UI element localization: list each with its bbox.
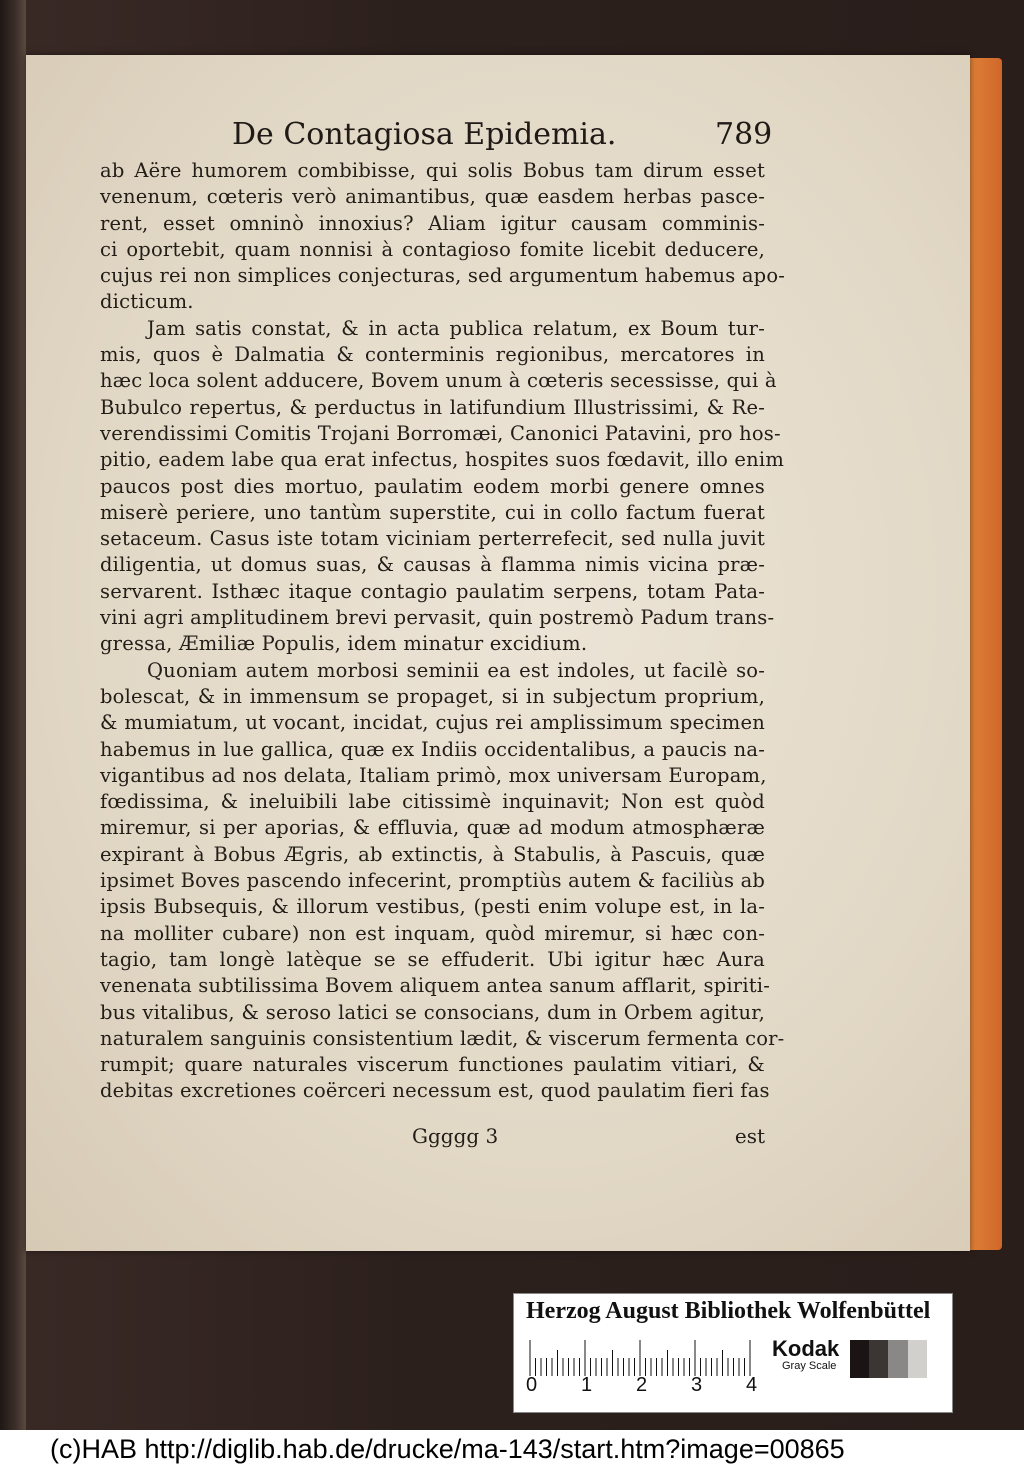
text-line: miserè periere, uno tantùm superstite, cui in collo factum fuerat <box>100 500 765 524</box>
text-line: vigantibus ad nos delata, Italiam primò, mox universam Europam, <box>100 763 767 787</box>
text-line: rent, esset omninò innoxius? Aliam igitur causam comminis- <box>100 211 765 235</box>
text-line: pitio, eadem labe qua erat infectus, hospites suos fœdavit, illo enim <box>100 448 785 472</box>
text-line: ci oportebit, quam nonnisi à contagioso fomite licebit deducere, <box>100 237 765 261</box>
gray-scale-caption: Gray Scale <box>782 1360 837 1372</box>
text-line: gressa, Æmiliæ Populis, idem minatur excidium. <box>100 632 588 656</box>
kodak-logo: Kodak <box>772 1336 840 1361</box>
ruler-number: 3 <box>691 1374 703 1396</box>
gray-swatch <box>908 1340 927 1378</box>
page-number: 789 <box>715 117 773 152</box>
text-line: verendissimi Comitis Trojani Borromæi, Canonici Patavini, pro hos- <box>100 421 781 445</box>
text-line: vini agri amplitudinem brevi pervasit, quin postremò Padum trans- <box>100 606 775 630</box>
text-line: mis, quos è Dalmatia & conterminis regionibus, mercatores in <box>100 343 765 367</box>
text-line: bolescat, & in immensum se propaget, si in subjectum proprium, <box>100 684 765 708</box>
text-line: ipsimet Boves pascendo infecerint, promptiùs autem & faciliùs ab <box>100 869 766 893</box>
source-url: (c)HAB http://diglib.hab.de/drucke/ma-143/start.htm?image=00865 <box>50 1434 845 1464</box>
text-line: venenata subtilissima Bovem aliquem antea sanum afflarit, spiriti- <box>100 974 771 998</box>
ruler-number: 1 <box>581 1374 593 1396</box>
text-line: expirant à Bobus Ægris, ab extinctis, à Stabulis, à Pascuis, quæ <box>100 842 765 866</box>
text-line: na molliter cubare) non est inquam, quòd miremur, si hæc con- <box>100 921 765 945</box>
text-line: miremur, si per aporias, & effluvia, quæ ad modum atmosphæræ <box>100 816 765 840</box>
scale-ruler <box>526 1336 766 1376</box>
facing-page-edge <box>0 0 26 1430</box>
text-line: naturalem sanguinis consistentium lædit, & viscerum fermenta cor- <box>100 1026 785 1050</box>
text-line: rumpit; quare naturales viscerum functiones paulatim vitiari, & <box>100 1053 765 1077</box>
text-line: debitas excretiones coërceri necessum est, quod paulatim fieri fas <box>100 1079 770 1103</box>
gray-swatch <box>888 1340 907 1378</box>
text-line: bus vitalibus, & seroso latici se consocians, dum in Orbem agitur, <box>100 1000 765 1024</box>
text-line: dicticum. <box>100 290 194 314</box>
text-line: venenum, cœteris verò animantibus, quæ easdem herbas pasce- <box>100 185 765 209</box>
text-line: Jam satis constat, & in acta publica relatum, ex Boum tur- <box>147 316 765 340</box>
text-line: hæc loca solent adducere, Bovem unum à cœteris secessisse, qui à <box>100 369 777 393</box>
gray-swatch <box>850 1340 869 1378</box>
library-label <box>513 1293 953 1413</box>
ruler-numbers <box>522 1374 772 1400</box>
gray-scale-swatches <box>850 1340 946 1378</box>
ruler-number: 4 <box>746 1374 758 1396</box>
gray-swatch <box>927 1340 946 1378</box>
text-line: Quoniam autem morbosi seminii ea est indoles, ut facilè so- <box>147 658 765 682</box>
ruler-number: 0 <box>526 1374 538 1396</box>
text-line: paucos post dies mortuo, paulatim eodem morbi genere omnes <box>100 474 765 498</box>
body-text <box>100 158 786 1105</box>
text-line: tagio, tam longè latèque se se effuderit. Ubi igitur hæc Aura <box>100 947 765 971</box>
footer-bar <box>0 1430 1024 1470</box>
text-line: Bubulco repertus, & perductus in latifundium Illustrissimi, & Re- <box>100 395 765 419</box>
gray-swatch <box>869 1340 888 1378</box>
text-line: cujus rei non simplices conjecturas, sed argumentum habemus apo- <box>100 264 786 288</box>
text-line: ab Aëre humorem combibisse, qui solis Bobus tam dirum esset <box>100 159 765 182</box>
ruler-number: 2 <box>636 1374 648 1396</box>
signature-mark: Ggggg 3 <box>412 1124 499 1148</box>
running-head: De Contagiosa Epidemia. <box>232 117 617 152</box>
page-footer <box>100 1124 765 1152</box>
text-line: setaceum. Casus iste totam viciniam perterrefecit, sed nulla juvit <box>100 527 765 551</box>
text-line: diligentia, ut domus suas, & causas à flamma nimis vicina præ- <box>100 553 765 577</box>
text-line: ipsis Bubsequis, & illorum vestibus, (pesti enim volupe est, in la- <box>100 895 765 919</box>
text-line: servarent. Isthæc itaque contagio paulatim serpens, totam Pata- <box>100 579 765 603</box>
text-line: & mumiatum, ut vocant, incidat, cujus rei amplissimum specimen <box>100 711 765 735</box>
text-line: fœdissima, & ineluibili labe citissimè inquinavit; Non est quòd <box>100 790 765 814</box>
library-name: Herzog August Bibliothek Wolfenbüttel <box>526 1298 931 1324</box>
text-line: habemus in lue gallica, quæ ex Indiis occidentalibus, a paucis na- <box>100 737 765 761</box>
catchword: est <box>734 1124 765 1148</box>
